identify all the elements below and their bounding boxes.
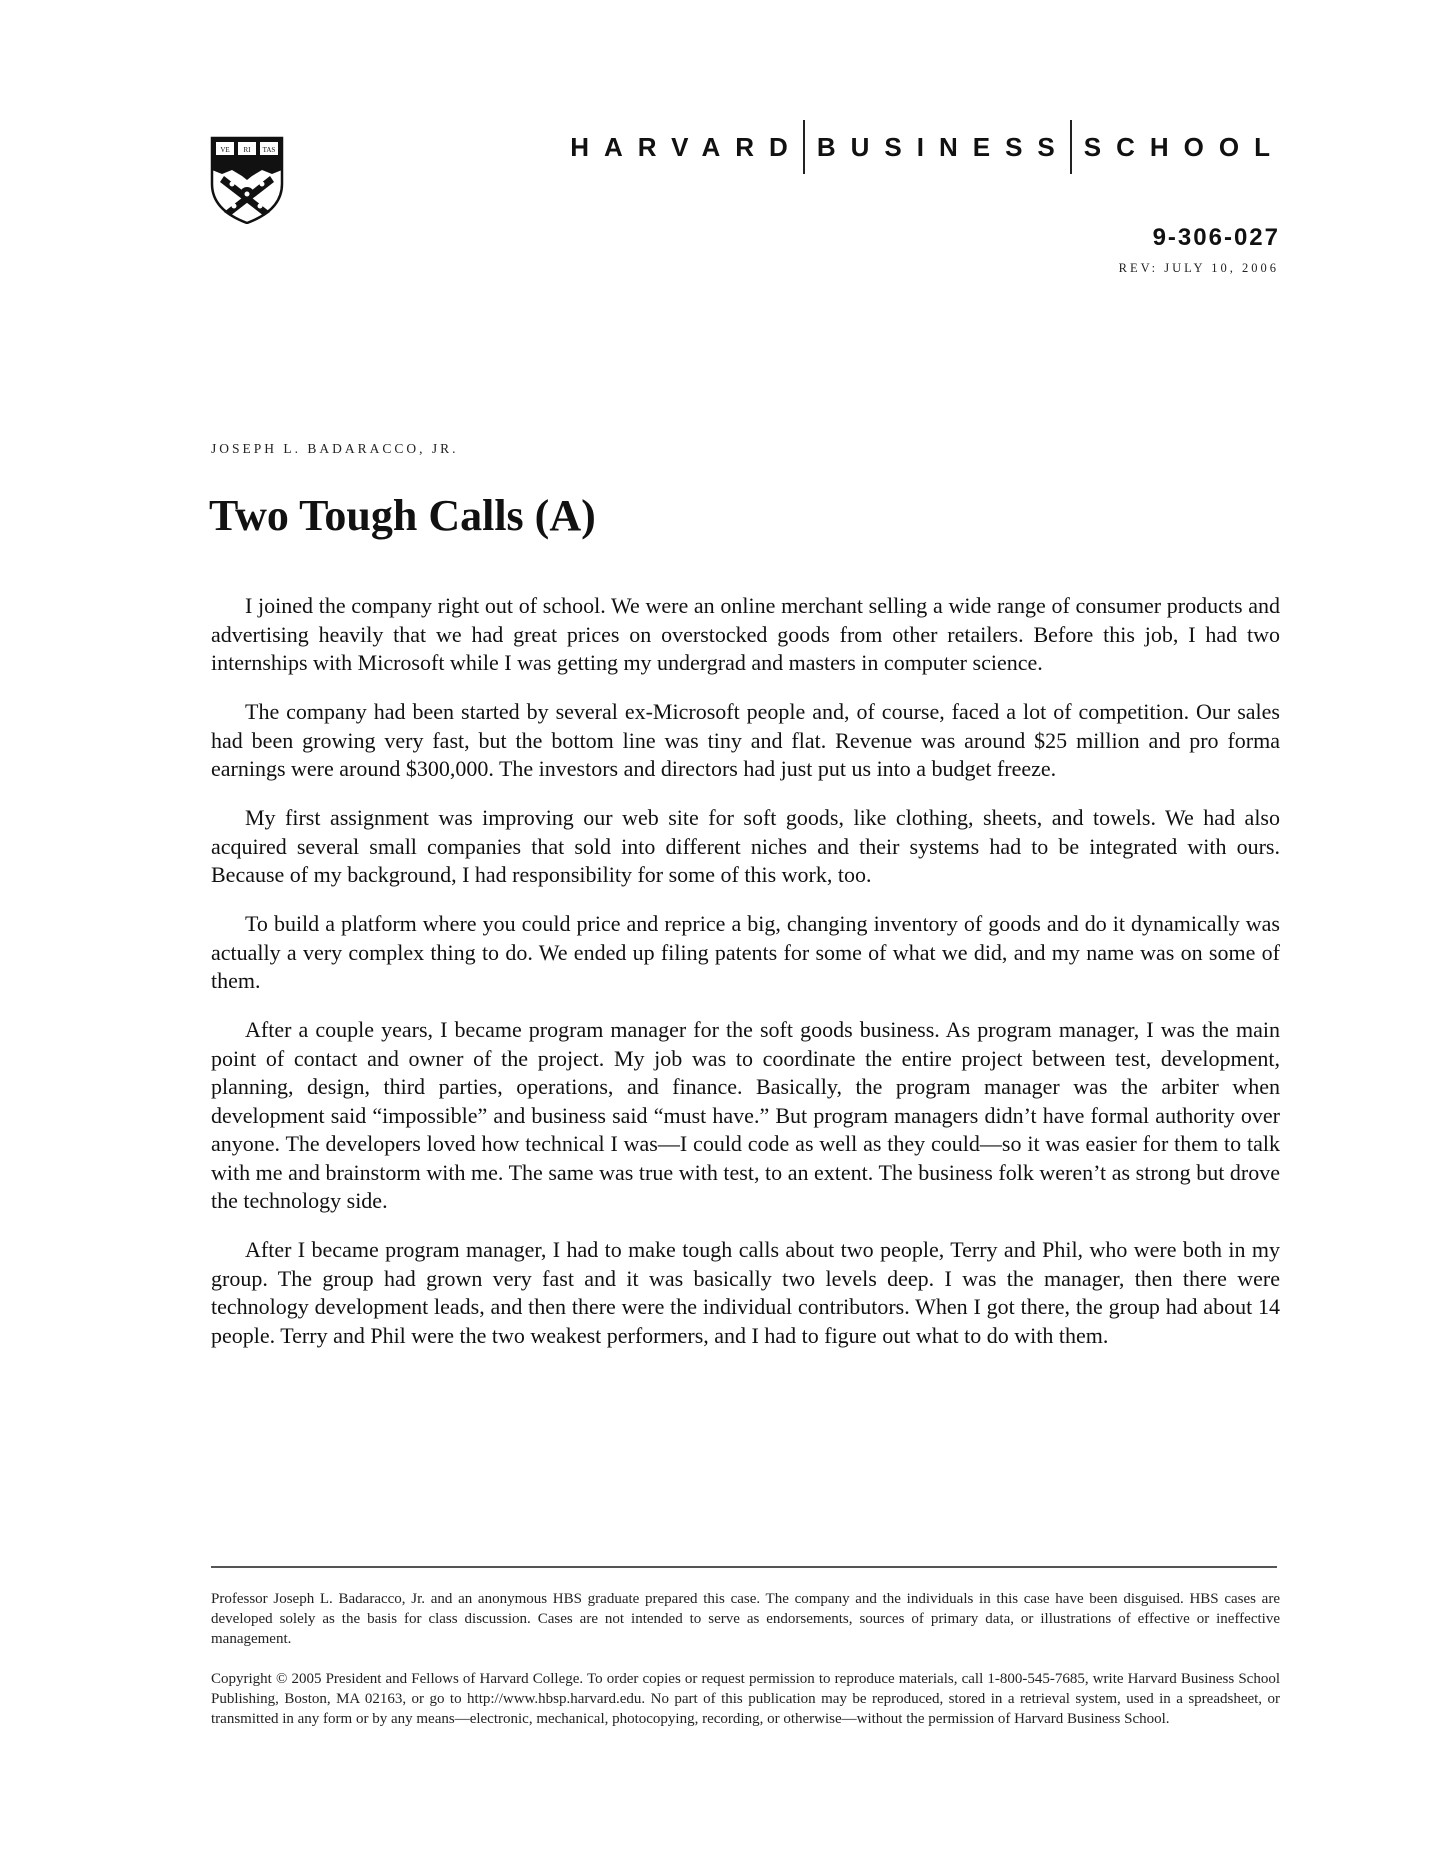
document-title: Two Tough Calls (A) bbox=[209, 491, 596, 540]
paragraph: I joined the company right out of school. We were an online merchant selling a wide range of consumer products and advertising heavily that we had great prices on overstocked goods from other retailers. Before this job, I had two internships with Microsoft while I was getting my undergrad and masters in computer science. bbox=[211, 593, 1280, 675]
masthead-divider bbox=[1070, 120, 1072, 174]
paragraph: My first assignment was improving our web site for soft goods, like clothing, sheets, and towels. We had also acquired several small companies that sold into different niches and their systems had to be integrated with ours. Because of my background, I had responsibility for some of this work, too. bbox=[211, 805, 1280, 888]
case-number: 9-306-027 bbox=[1152, 224, 1280, 251]
paragraph: After a couple years, I became program manager for the soft goods business. As program manager, I was the main point of contact and owner of the project. My job was to coordinate the entire project between test, development, planning, design, third parties, operations, and finance. Basically, the program manager was the arbiter when development said “impossible” and business said “must have.” But program managers didn’t have formal authority over anyone. The developers loved how technical I was—I could code as well as they could—so it was easier for them to talk with me and brainstorm with me. The same was true with test, to an extent. The business folk weren’t as strong but drove the technology side. bbox=[211, 1017, 1280, 1214]
masthead-word: SCHOOL bbox=[1083, 131, 1285, 162]
paragraph: The company had been started by several ex-Microsoft people and, of course, faced a lot of competition. Our sales had been growing very fast, but the bottom line was tiny and flat. Revenue was around $25 million and pro forma earnings were around $300,000. The investors and directors had just put us into a budget freeze. bbox=[211, 699, 1280, 782]
svg-text:TAS: TAS bbox=[262, 146, 276, 154]
svg-text:VE: VE bbox=[220, 146, 230, 154]
body-text bbox=[211, 592, 1280, 1371]
paragraph: After I became program manager, I had to make tough calls about two people, Terry and Phil, who were both in my group. The group had grown very fast and it was basically two levels deep. I was the manager, then there were technology development leads, and then there were the individual contributors. When I got there, the group had about 14 people. Terry and Phil were the two weakest performers, and I had to figure out what to do with them. bbox=[211, 1237, 1280, 1348]
svg-text:RI: RI bbox=[243, 146, 251, 154]
masthead-word: BUSINESS bbox=[816, 131, 1070, 162]
paragraph: To build a platform where you could price and reprice a big, changing inventory of goods and do it dynamically was actually a very complex thing to do. We ended up filing patents for some of what we did, and my name was on some of them. bbox=[211, 911, 1280, 994]
masthead bbox=[470, 120, 1285, 174]
masthead-word: HARVARD bbox=[570, 131, 803, 162]
preparation-note: Professor Joseph L. Badaracco, Jr. and an anonymous HBS graduate prepared this case. The company and the individuals in this case have been disguised. HBS cases are developed solely as the basis for class discussion. Cases are not intended to serve as endorsements, sources of primary data, or illustrations of effective or ineffective management. bbox=[211, 1591, 1280, 1647]
masthead-divider bbox=[803, 120, 805, 174]
hbs-shield-logo bbox=[210, 136, 284, 224]
revision-date: REV: JULY 10, 2006 bbox=[1118, 261, 1279, 275]
author: JOSEPH L. BADARACCO, JR. bbox=[211, 441, 459, 456]
footnote-divider bbox=[211, 1566, 1277, 1568]
copyright-notice: Copyright © 2005 President and Fellows of Harvard College. To order copies or request permission to reproduce materials, call 1-800-545-7685, write Harvard Business School Publishing, Boston, MA 02163, or go to http://www.hbsp.harvard.edu. No part of this publication may be reproduced, stored in a retrieval system, used in a spreadsheet, or transmitted in any form or by any means—electronic, mechanical, photocopying, recording, or otherwise—without the permission of Harvard Business School. bbox=[211, 1671, 1280, 1727]
